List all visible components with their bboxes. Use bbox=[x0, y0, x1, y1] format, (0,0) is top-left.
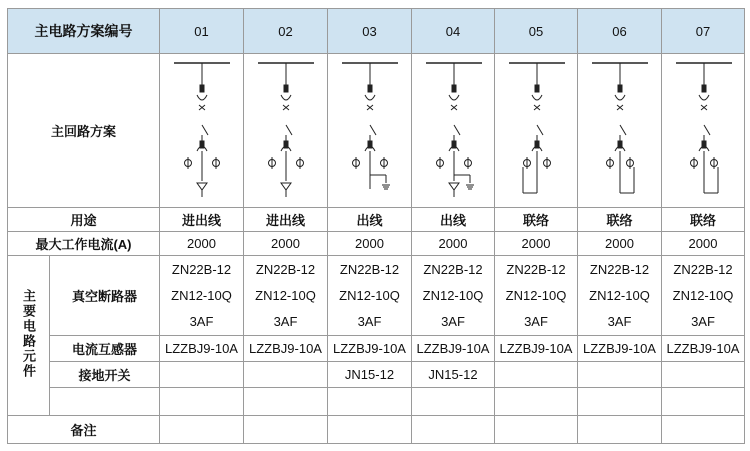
remarks-value bbox=[160, 416, 244, 444]
earth-switch-value bbox=[244, 362, 328, 388]
bus-tie-diagram-icon bbox=[662, 55, 745, 207]
usage-value: 联络 bbox=[578, 208, 662, 232]
current-value: 2000 bbox=[495, 232, 578, 256]
diagram-cell bbox=[160, 54, 244, 208]
breaker-model: ZN12-10Q bbox=[171, 287, 232, 303]
ct-value: LZZBJ9-10A bbox=[412, 336, 495, 362]
remarks-value bbox=[662, 416, 745, 444]
diagram-cell bbox=[244, 54, 328, 208]
remarks-value bbox=[328, 416, 412, 444]
bus-tie-diagram-icon bbox=[495, 55, 578, 207]
breaker-models bbox=[412, 256, 495, 336]
remarks-row bbox=[8, 416, 745, 444]
current-value: 2000 bbox=[244, 232, 328, 256]
earth-switch-row bbox=[8, 362, 745, 388]
feeder-diagram-icon bbox=[160, 55, 244, 207]
breaker-model: ZN22B-12 bbox=[673, 261, 733, 277]
current-value: 2000 bbox=[412, 232, 495, 256]
usage-value: 联络 bbox=[495, 208, 578, 232]
current-value: 2000 bbox=[578, 232, 662, 256]
usage-row bbox=[8, 208, 745, 232]
current-value: 2000 bbox=[160, 232, 244, 256]
breaker-label: 真空断路器 bbox=[50, 256, 160, 336]
breaker-model: ZN12-10Q bbox=[422, 287, 484, 303]
breaker-models bbox=[495, 256, 578, 336]
ct-value: LZZBJ9-10A bbox=[328, 336, 412, 362]
ct-value: LZZBJ9-10A bbox=[495, 336, 578, 362]
breaker-model: 3AF bbox=[357, 313, 382, 329]
current-value: 2000 bbox=[328, 232, 412, 256]
scheme-number: 07 bbox=[662, 9, 745, 54]
blank-component-row bbox=[8, 388, 745, 416]
breaker-model: 3AF bbox=[691, 313, 715, 329]
breaker-models bbox=[662, 256, 745, 336]
scheme-diagram-label: 主回路方案 bbox=[8, 54, 160, 208]
scheme-number: 04 bbox=[412, 9, 495, 54]
breaker-models bbox=[160, 256, 244, 336]
blank-value bbox=[495, 388, 578, 416]
breaker-model: ZN22B-12 bbox=[506, 261, 566, 277]
scheme-number: 06 bbox=[578, 9, 662, 54]
outgoing-earth-diagram-icon bbox=[328, 55, 412, 207]
ct-value: LZZBJ9-10A bbox=[244, 336, 328, 362]
feeder-diagram-icon bbox=[244, 55, 328, 207]
diagram-cell bbox=[495, 54, 578, 208]
blank-value bbox=[328, 388, 412, 416]
earth-switch-label: 接地开关 bbox=[50, 362, 160, 388]
current-label: 最大工作电流(A) bbox=[8, 232, 160, 256]
blank-value bbox=[662, 388, 745, 416]
breaker-model: ZN12-10Q bbox=[672, 287, 734, 303]
blank-label bbox=[50, 388, 160, 416]
scheme-number: 02 bbox=[244, 9, 328, 54]
ct-value: LZZBJ9-10A bbox=[662, 336, 745, 362]
breaker-model: ZN22B-12 bbox=[171, 261, 232, 277]
breaker-model: ZN12-10Q bbox=[255, 287, 316, 303]
blank-value bbox=[578, 388, 662, 416]
components-group-label: 主要电路元件 bbox=[21, 289, 36, 379]
usage-value: 进出线 bbox=[244, 208, 328, 232]
usage-value: 联络 bbox=[662, 208, 745, 232]
remarks-value bbox=[244, 416, 328, 444]
outgoing-cable-earth-diagram-icon bbox=[412, 55, 495, 207]
remarks-value bbox=[412, 416, 495, 444]
ct-value: LZZBJ9-10A bbox=[160, 336, 244, 362]
earth-switch-value bbox=[160, 362, 244, 388]
breaker-model: 3AF bbox=[524, 313, 548, 329]
breaker-row bbox=[8, 256, 745, 336]
remarks-label: 备注 bbox=[8, 416, 160, 444]
scheme-diagram-row bbox=[8, 54, 745, 208]
diagram-cell bbox=[662, 54, 745, 208]
current-value: 2000 bbox=[662, 232, 745, 256]
breaker-model: ZN22B-12 bbox=[423, 261, 483, 277]
blank-value bbox=[160, 388, 244, 416]
diagram-cell bbox=[578, 54, 662, 208]
usage-label: 用途 bbox=[8, 208, 160, 232]
breaker-model: ZN22B-12 bbox=[589, 261, 650, 277]
scheme-number: 05 bbox=[495, 9, 578, 54]
ct-row bbox=[8, 336, 745, 362]
earth-switch-value: JN15-12 bbox=[412, 362, 495, 388]
breaker-model: 3AF bbox=[607, 313, 632, 329]
usage-value: 进出线 bbox=[160, 208, 244, 232]
remarks-value bbox=[578, 416, 662, 444]
breaker-model: 3AF bbox=[189, 313, 214, 329]
breaker-model: ZN22B-12 bbox=[339, 261, 400, 277]
earth-switch-value bbox=[662, 362, 745, 388]
breaker-model: ZN12-10Q bbox=[589, 287, 650, 303]
breaker-models bbox=[244, 256, 328, 336]
breaker-models bbox=[328, 256, 412, 336]
header-label: 主电路方案编号 bbox=[8, 9, 160, 54]
bus-tie-diagram-icon bbox=[578, 55, 662, 207]
breaker-model: 3AF bbox=[441, 313, 465, 329]
earth-switch-value bbox=[578, 362, 662, 388]
breaker-model: ZN12-10Q bbox=[339, 287, 400, 303]
earth-switch-value: JN15-12 bbox=[328, 362, 412, 388]
blank-value bbox=[244, 388, 328, 416]
remarks-value bbox=[495, 416, 578, 444]
breaker-model: ZN22B-12 bbox=[255, 261, 316, 277]
earth-switch-value bbox=[495, 362, 578, 388]
breaker-model: 3AF bbox=[273, 313, 298, 329]
diagram-cell bbox=[412, 54, 495, 208]
components-group-cell bbox=[8, 256, 50, 416]
usage-value: 出线 bbox=[328, 208, 412, 232]
diagram-cell bbox=[328, 54, 412, 208]
ct-value: LZZBJ9-10A bbox=[578, 336, 662, 362]
breaker-model: ZN12-10Q bbox=[505, 287, 567, 303]
scheme-number: 01 bbox=[160, 9, 244, 54]
header-row bbox=[8, 9, 745, 54]
circuit-scheme-table bbox=[7, 8, 745, 444]
breaker-models bbox=[578, 256, 662, 336]
usage-value: 出线 bbox=[412, 208, 495, 232]
ct-label: 电流互感器 bbox=[50, 336, 160, 362]
blank-value bbox=[412, 388, 495, 416]
current-row bbox=[8, 232, 745, 256]
scheme-number: 03 bbox=[328, 9, 412, 54]
